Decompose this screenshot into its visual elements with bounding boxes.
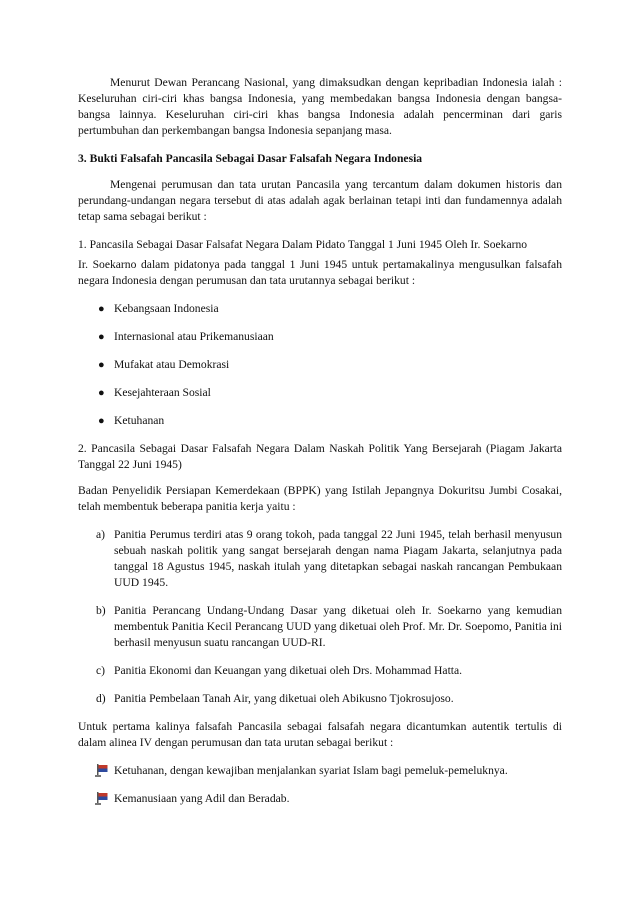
point3-list: [78, 763, 562, 807]
bullet-icon: ●: [98, 359, 105, 371]
bullet-icon: ●: [98, 331, 105, 343]
list-item: ● Internasional atau Prikemanusiaan: [98, 330, 274, 343]
document-body: [78, 75, 562, 819]
point2-paragraph: Badan Penyelidik Persiapan Kemerdekaan (BPPK) yang Istilah Jepangnya Dokuritsu Jumbi Cosakai, telah membentuk beberapa panitia kerja yaitu :: [78, 484, 562, 513]
point1-title: 1. Pancasila Sebagai Dasar Falsafat Negara Dalam Pidato Tanggal 1 Juni 1945 Oleh Ir. Soekarno: [78, 238, 528, 251]
bullet-icon: ●: [98, 303, 105, 315]
bullet-icon: ●: [98, 387, 105, 399]
list-item: Ketuhanan, dengan kewajiban menjalankan syariat Islam bagi pemeluk-pemeluknya.: [78, 763, 562, 779]
list-item: d) Panitia Pembelaan Tanah Air, yang diketuai oleh Abikusno Tjokrosujoso.: [96, 692, 454, 705]
section-heading: 3. Bukti Falsafah Pancasila Sebagai Dasar Falsafah Negara Indonesia: [78, 152, 423, 165]
bullet-icon: ●: [98, 415, 105, 427]
point3-paragraph: Untuk pertama kalinya falsafah Pancasila sebagai falsafah negara dicantumkan autentik tertulis di dalam alinea IV dengan perumusan dan tata urutan sebagai berikut :: [78, 720, 562, 749]
list-item: c) Panitia Ekonomi dan Keuangan yang diketuai oleh Drs. Mohammad Hatta.: [96, 664, 463, 677]
point2-title: 2. Pancasila Sebagai Dasar Falsafah Negara Dalam Naskah Politik Yang Bersejarah (Piagam Jakarta Tanggal 22 Juni 1945): [78, 442, 562, 471]
intro-paragraph: Menurut Dewan Perancang Nasional, yang dimaksudkan dengan kepribadian Indonesia ialah : Keseluruhan ciri-ciri khas bangsa Indonesia, yang membedakan bangsa Indonesia dengan bangsa-bangsa lainnya. Keseluruhan ciri-ciri khas bangsa Indonesia adalah pencerminan dari garis pertumbuhan dan perkembangan bangsa Indonesia sepanjang masa.: [78, 76, 562, 137]
list-item: ● Ketuhanan: [98, 414, 165, 427]
list-item: a) Panitia Perumus terdiri atas 9 orang tokoh, pada tanggal 22 Juni 1945, telah berhasil menyusun sebuah naskah politik yang sangat bersejarah dengan nama Piagam Jakarta, selanjutnya pada tanggal 18 Agustus 1945, naskah itulah yang ditetapkan sebagai naskah rancangan Pembukaan UUD 1945.: [96, 528, 562, 589]
point1-list: [78, 301, 562, 429]
flag-bullet-icon: [95, 792, 109, 805]
section-intro-paragraph: Mengenai perumusan dan tata urutan Pancasila yang tercantum dalam dokumen historis dan perundang-undangan negara tersebut di atas adalah agak berlainan tetapi inti dan fundamennya adalah tetap sama sebagai berikut :: [78, 178, 562, 223]
list-item: b) Panitia Perancang Undang-Undang Dasar yang diketuai oleh Ir. Soekarno yang kemudian membentuk Panitia Kecil Perancang UUD yang diketuai oleh Prof. Mr. Dr. Soepomo, Panitia ini berhasil menyusun suatu rancangan UUD-RI.: [96, 604, 562, 649]
flag-bullet-icon: [95, 764, 109, 777]
committee-list: [78, 527, 562, 707]
list-item: Kemanusiaan yang Adil dan Beradab.: [78, 791, 562, 807]
point1-paragraph: Ir. Soekarno dalam pidatonya pada tanggal 1 Juni 1945 untuk pertamakalinya mengusulkan falsafah negara Indonesia dengan perumusan dan tata urutannya sebagai berikut :: [78, 258, 562, 287]
list-item: ● Kesejahteraan Sosial: [98, 386, 211, 399]
list-item: ● Kebangsaan Indonesia: [98, 302, 219, 315]
list-item: ● Mufakat atau Demokrasi: [98, 358, 230, 371]
